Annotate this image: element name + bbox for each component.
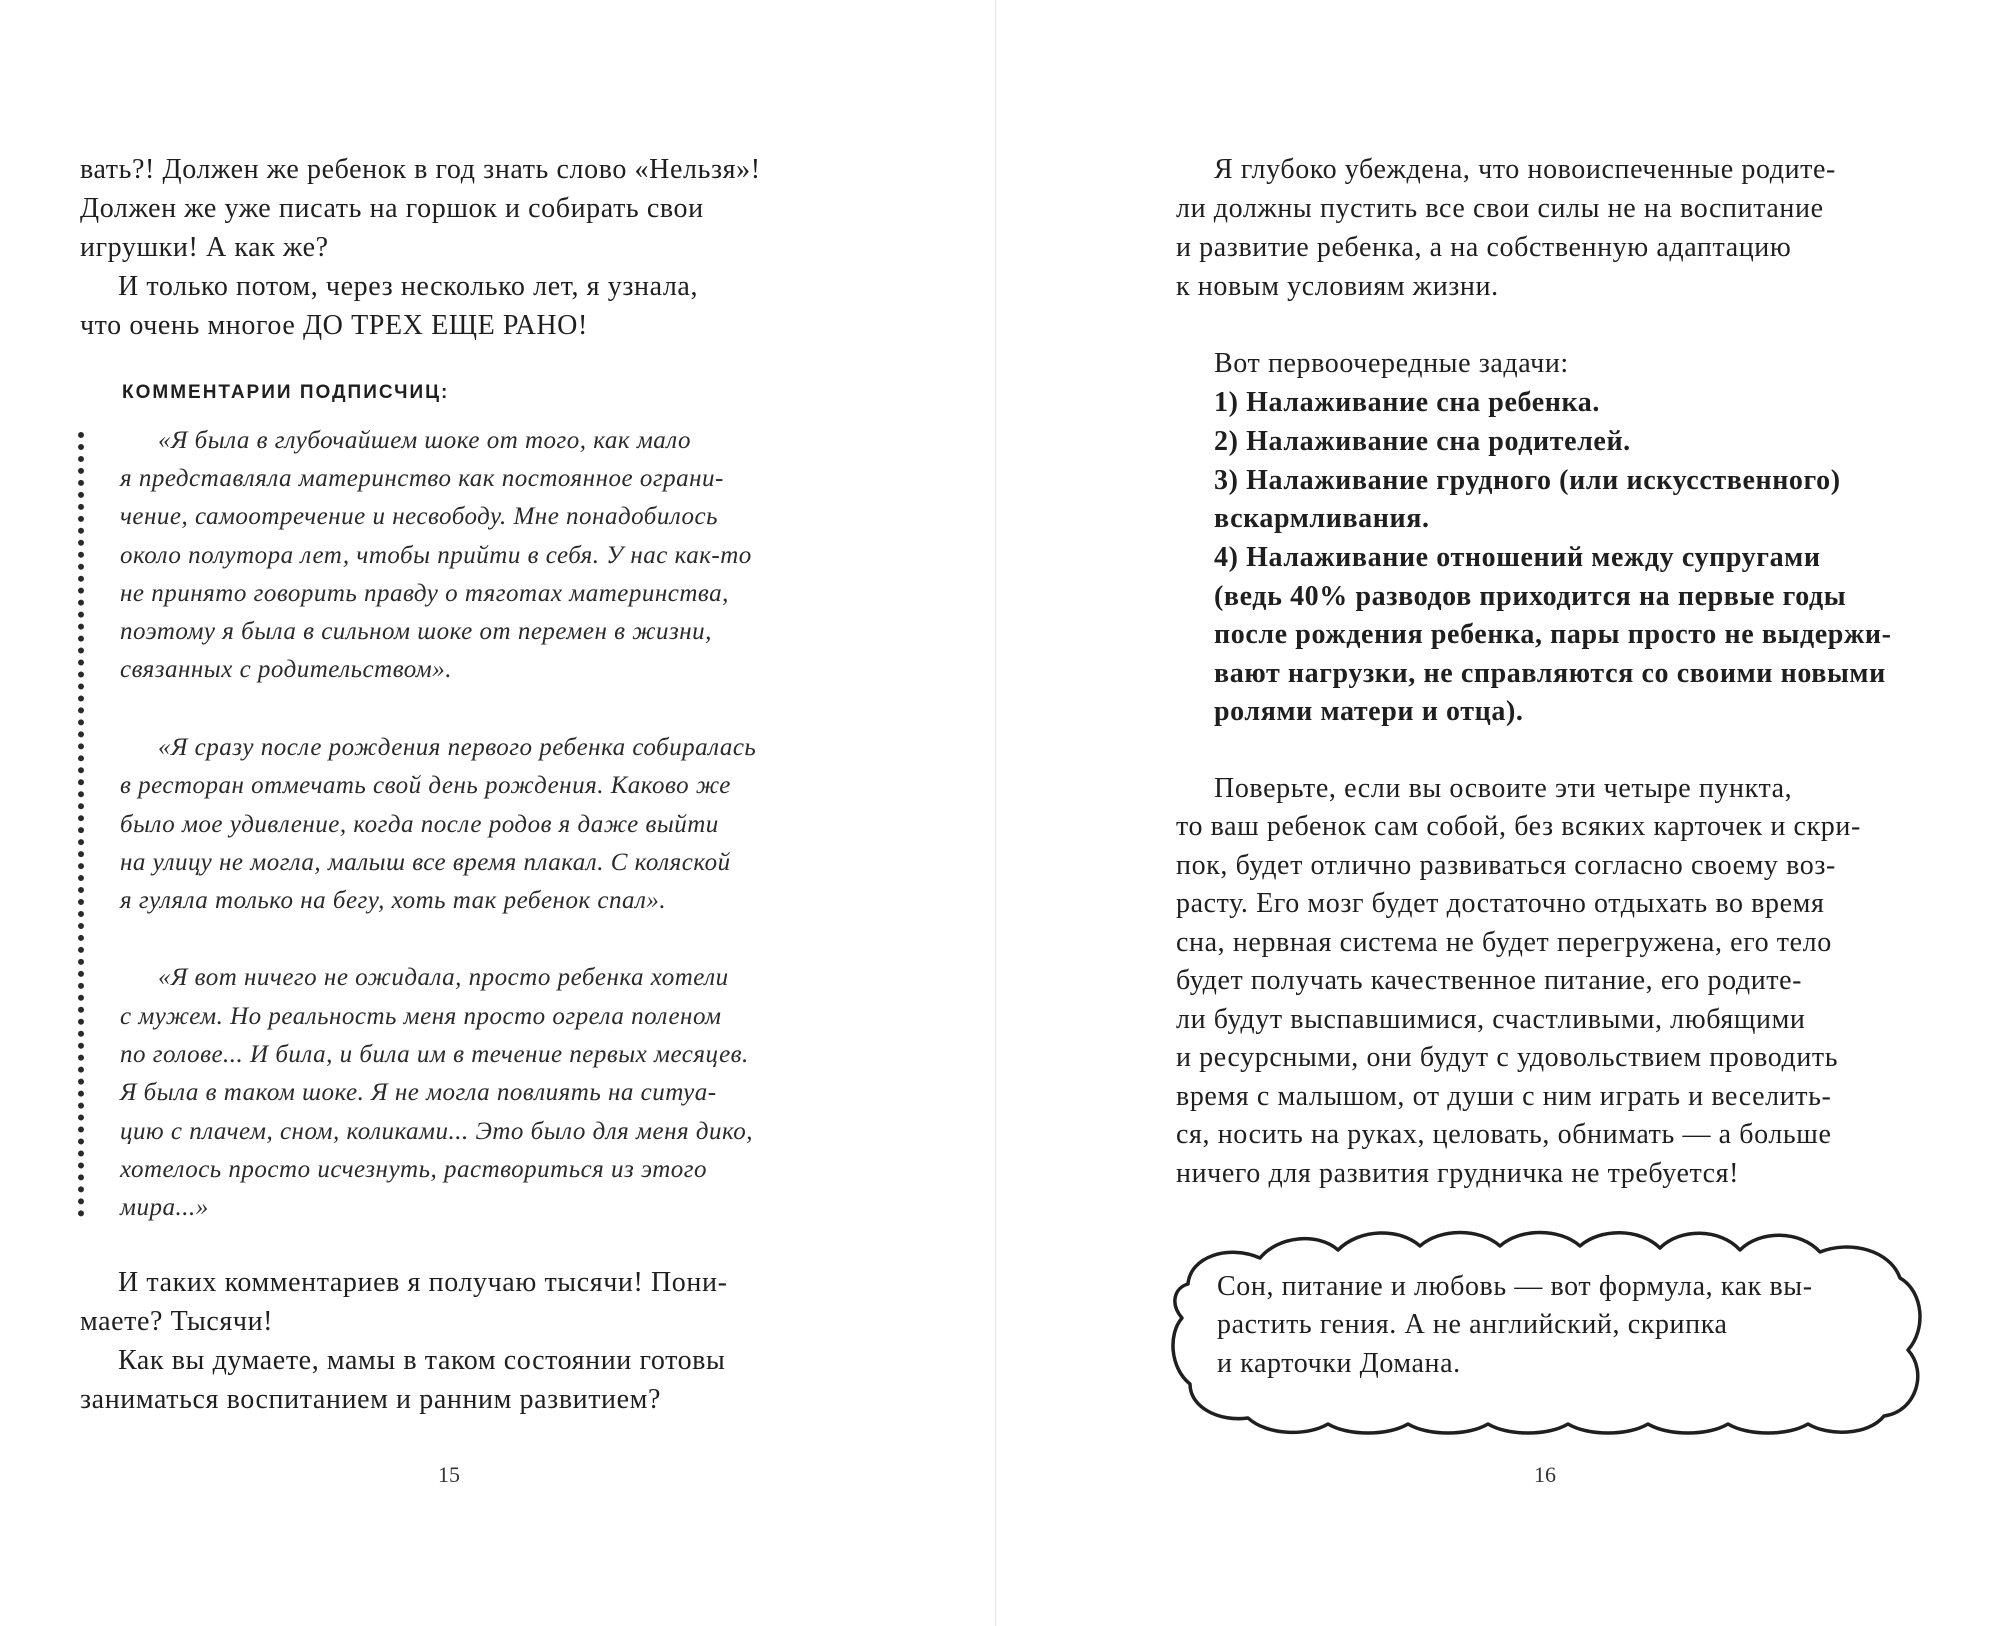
page-number-left: 15 (438, 1462, 460, 1487)
comment3-line-4: Я была в таком шоке. Я не могла повлиять на ситуа- (120, 1079, 717, 1106)
para1-line-1: Я глубоко убеждена, что новоиспеченные родите- (1214, 154, 1836, 185)
para2-line-7: ли будут выспавшимися, счастливыми, любящими (1176, 1004, 1806, 1035)
para2-line-8: и ресурсными, они будут с удовольствием проводить (1176, 1042, 1839, 1073)
comment1-line-2: я представляла материнство как постоянное ограни- (120, 465, 724, 492)
comment1-line-4: около полутора лет, чтобы прийти в себя. У нас как-то (120, 542, 752, 569)
comment3-line-2: с мужем. Но реальность меня просто огрела поленом (120, 1003, 722, 1030)
comment3-line-3: по голове... И била, и била им в течение первых месяцев. (120, 1041, 749, 1068)
para2-line-3: пок, будет отлично развиваться согласно своему воз- (1176, 850, 1836, 881)
comment2-line-2: в ресторан отмечать свой день рождения. Каково же (120, 772, 731, 799)
page-gutter-left (995, 0, 996, 1626)
comment3-line-6: хотелось просто исчезнуть, раствориться из этого (120, 1156, 708, 1183)
comment3-line-1: «Я вот ничего не ожидала, просто ребенка хотели (158, 964, 729, 991)
outro-line-3: Как вы думаете, мамы в таком состоянии готовы (118, 1345, 726, 1376)
task-line-8: вают нагрузки, не справляются со своими новыми (1214, 658, 1886, 689)
para1-line-3: и развитие ребенка, а на собственную адаптацию (1176, 232, 1792, 263)
outro-line-2: маете? Тысячи! (80, 1306, 274, 1337)
comment2-line-3: было мое удивление, когда после родов я даже выйти (120, 811, 719, 838)
intro-line-3: игрушки! А как же? (80, 232, 329, 263)
para2-line-9: время с малышом, от души с ним играть и веселить- (1176, 1081, 1832, 1112)
task-line-3: 3) Налаживание грудного (или искусственного) (1214, 465, 1841, 496)
comment1-line-6: поэтому я была в сильном шоке от перемен в жизни, (120, 618, 712, 645)
quote-dotted-rule (78, 432, 94, 1217)
comment1-line-1: «Я была в глубочайшем шоке от того, как мало (158, 427, 691, 454)
task-line-7: после рождения ребенка, пары просто не выдержи- (1214, 619, 1892, 650)
cloud-line-1: Сон, питание и любовь — вот формула, как вы- (1217, 1271, 1813, 1302)
comment1-line-7: связанных с родительством». (120, 656, 452, 683)
comment2-line-1: «Я сразу после рождения первого ребенка собиралась (158, 734, 757, 761)
comment3-line-7: мира...» (120, 1194, 209, 1221)
para2-line-6: будет получать качественное питание, его родите- (1176, 965, 1803, 996)
comment3-line-5: цию с плачем, сном, коликами... Это было для меня дико, (120, 1118, 754, 1145)
left-page (0, 0, 996, 1626)
intro-line-5: что очень многое ДО ТРЕХ ЕЩЕ РАНО! (80, 310, 588, 341)
para1-line-4: к новым условиям жизни. (1176, 271, 1499, 302)
task-line-9: ролями матери и отца). (1214, 696, 1524, 727)
comment1-line-5: не принято говорить правду о тяготах материнства, (120, 580, 729, 607)
task-line-5: 4) Налаживание отношений между супругами (1214, 542, 1821, 573)
comment1-line-3: чение, самоотречение и несвободу. Мне понадобилось (120, 503, 719, 530)
task-line-4: вскармливания. (1214, 503, 1430, 534)
cloud-line-2: растить гения. А не английский, скрипка (1217, 1309, 1728, 1340)
comment2-line-4: на улицу не могла, малыш все время плакал. С коляской (120, 849, 731, 876)
cloud-line-3: и карточки Домана. (1217, 1348, 1461, 1379)
outro-line-4: заниматься воспитанием и ранним развитием? (80, 1384, 662, 1415)
para2-line-2: то ваш ребенок сам собой, без всяких карточек и скри- (1176, 811, 1861, 842)
para2-line-5: сна, нервная система не будет перегружена, его тело (1176, 927, 1832, 958)
comments-heading: КОММЕНТАРИИ ПОДПИСЧИЦ: (122, 382, 450, 403)
para2-line-1: Поверьте, если вы освоите эти четыре пункта, (1214, 773, 1793, 804)
para2-line-11: ничего для развития грудничка не требуется! (1176, 1158, 1740, 1189)
intro-line-4: И только потом, через несколько лет, я узнала, (118, 271, 699, 302)
comment2-line-5: я гуляла только на бегу, хоть так ребенок спал». (120, 887, 667, 914)
task-line-1: 1) Налаживание сна ребенка. (1214, 387, 1600, 418)
page-number-right: 16 (1534, 1462, 1556, 1487)
task-line-6: (ведь 40% разводов приходится на первые годы (1214, 581, 1847, 612)
outro-line-1: И таких комментариев я получаю тысячи! Пони- (118, 1267, 728, 1298)
intro-line-2: Должен же уже писать на горшок и собирать свои (80, 193, 704, 224)
intro-line-1: вать?! Должен же ребенок в год знать слово «Нельзя»! (80, 154, 761, 185)
para2-line-10: ся, носить на руках, целовать, обнимать — а больше (1176, 1119, 1832, 1150)
para1-line-2: ли должны пустить все свои силы не на воспитание (1176, 193, 1824, 224)
tasks-intro: Вот первоочередные задачи: (1214, 348, 1569, 379)
task-line-2: 2) Налаживание сна родителей. (1214, 426, 1631, 457)
para2-line-4: расту. Его мозг будет достаточно отдыхать во время (1176, 888, 1825, 919)
